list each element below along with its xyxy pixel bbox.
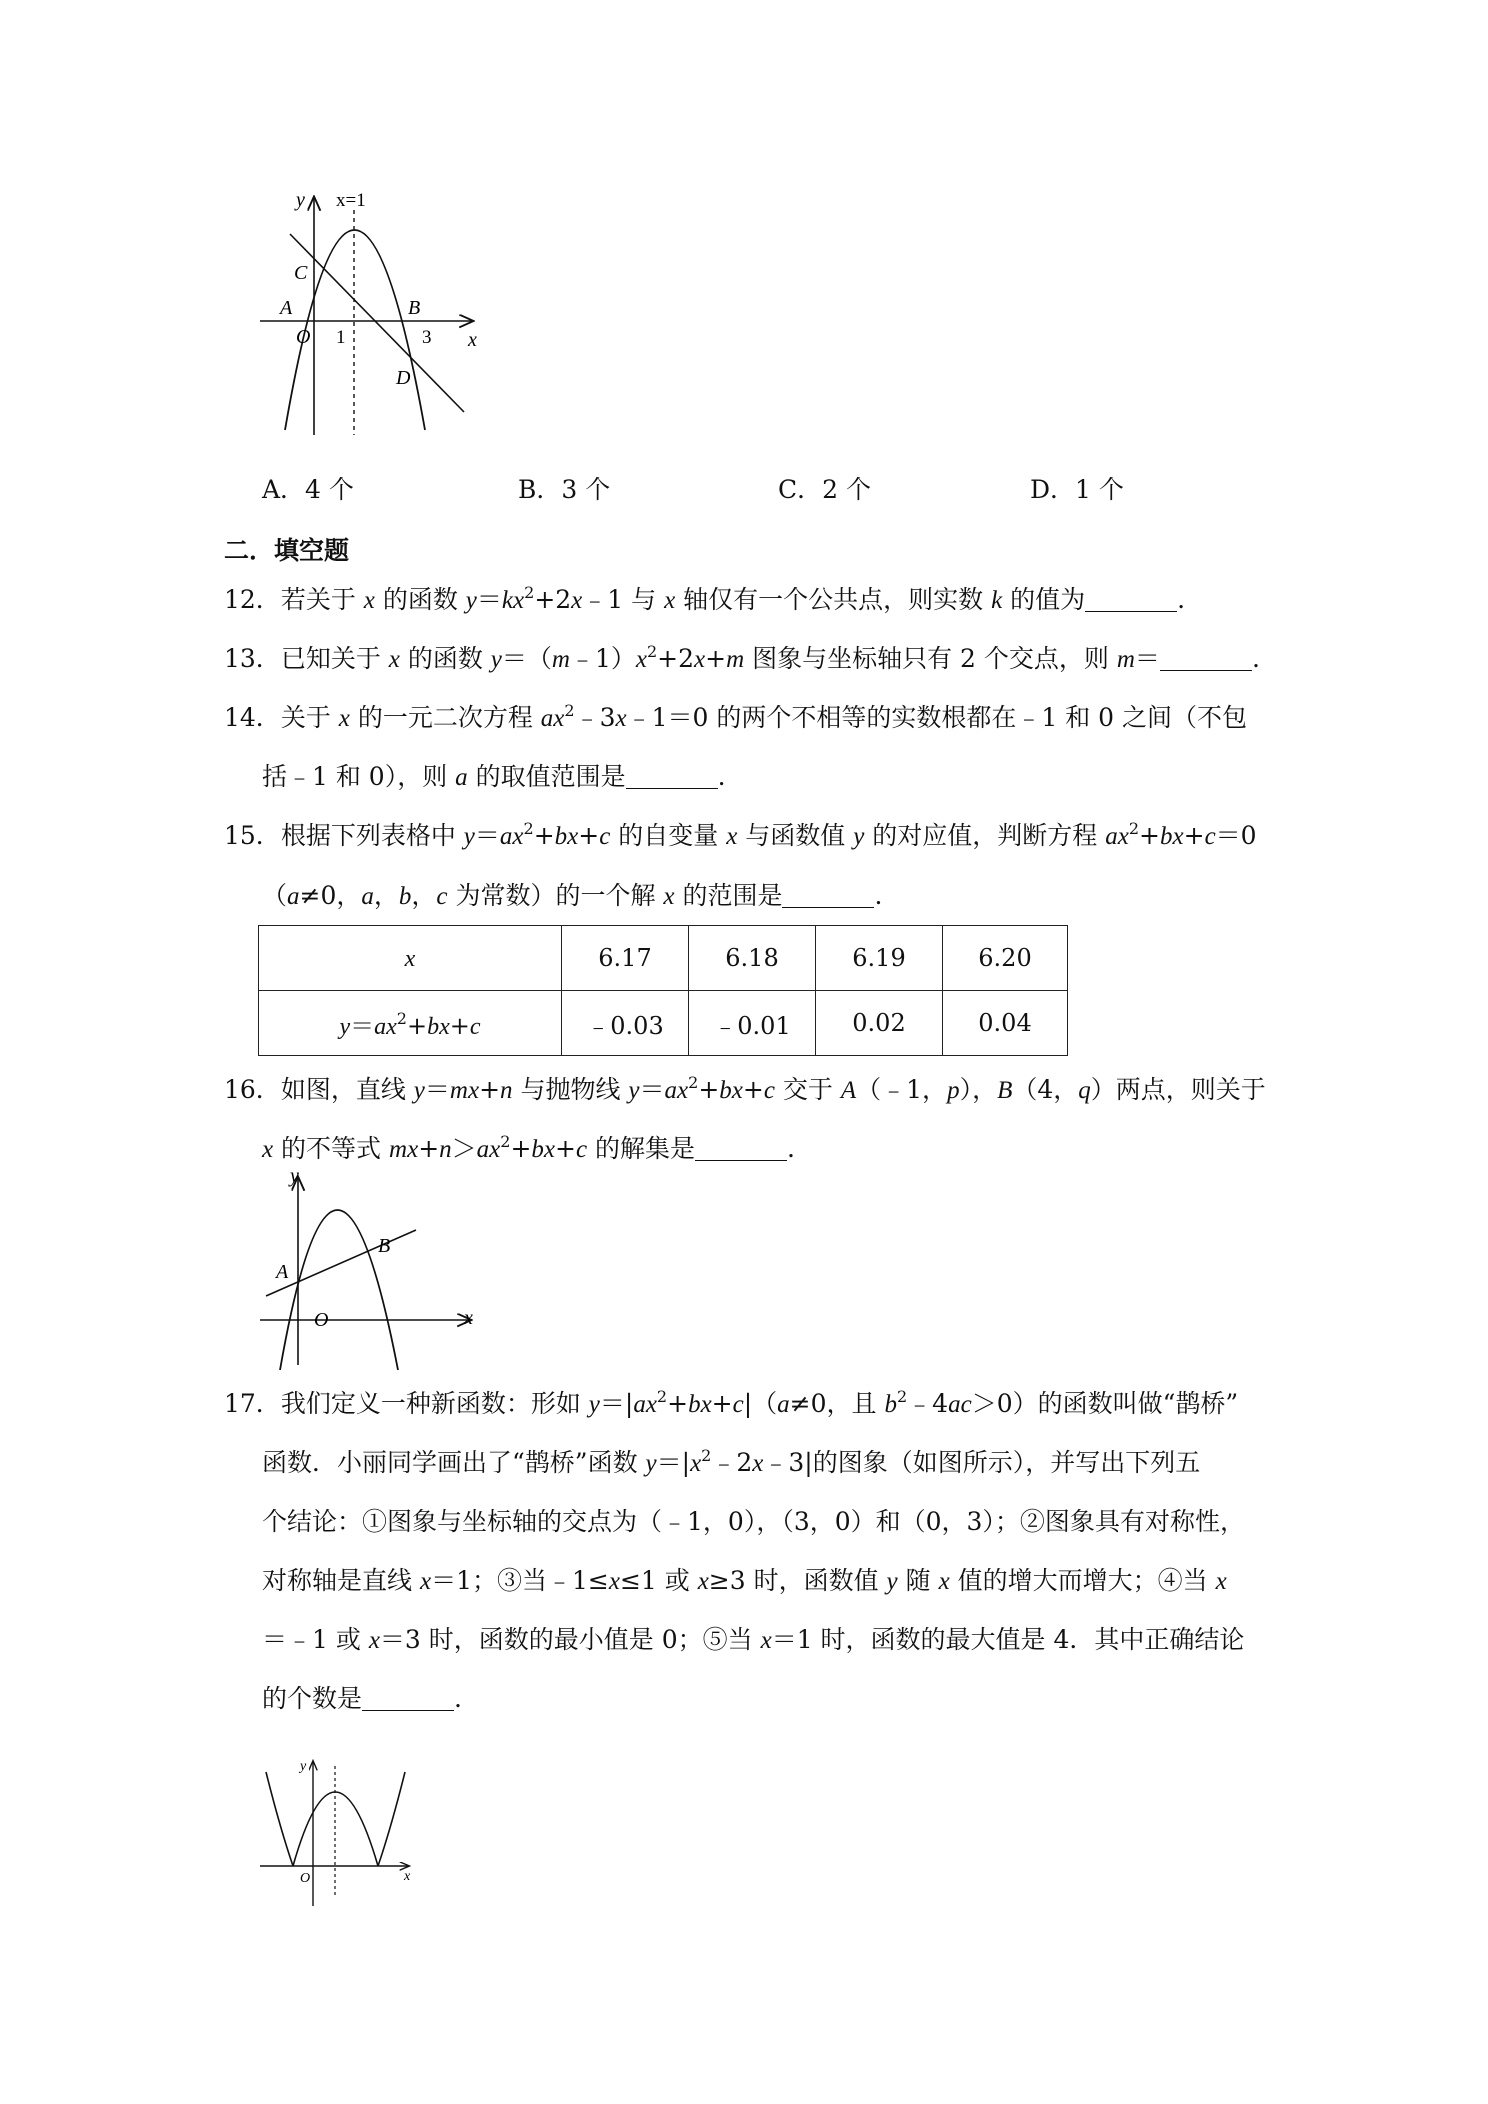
question-15-line1: 15．根据下列表格中 $y=ax^2+bx+c$ 的自变量 x 与函数值 y 的对应值，判断方程 $ax^2+bx+c=0$ <box>224 819 1257 850</box>
question-17-line5: ＝﹣1 或 x＝3 时，函数的最小值是 0；⑤当 x＝1 时，函数的最大值是 4．其中正确结论 <box>262 1625 1245 1654</box>
table-cell: 0.02 <box>816 991 943 1056</box>
fig11-tick-3: 3 <box>422 327 432 348</box>
fig16-point-b: B <box>378 1235 391 1257</box>
fig11-point-b: B <box>408 297 421 319</box>
fig11-tick-1: 1 <box>336 327 346 348</box>
fig17-origin: O <box>300 1871 311 1886</box>
fig11-y-label: y <box>296 190 305 211</box>
value-table-15 <box>258 925 1068 1056</box>
fig11-point-a: A <box>280 297 293 319</box>
question-13: 13．已知关于 x 的函数 $y=(m﹣1)x^2+2x+m$ 图象与坐标轴只有 2 个交点，则 m＝ . <box>224 642 1260 673</box>
choice-a: A．4 个 <box>262 475 354 504</box>
question-17-line4: 对称轴是直线 x＝1；③当﹣1≤x≤1 或 x≥3 时，函数值 y 随 x 值的增大而增大；④当 x <box>262 1566 1227 1595</box>
question-14-line1: 14．关于 x 的一元二次方程 $ax^2﹣3x﹣1=0$ 的两个不相等的实数根都在﹣1 和 0 之间（不包 <box>224 701 1248 732</box>
table-row <box>259 991 1068 1056</box>
choice-d: D．1 个 <box>1030 475 1124 504</box>
question-15-line2: （a≠0，a，b，c 为常数）的一个解 x 的范围是 . <box>262 881 883 910</box>
question-14-line2: 括﹣1 和 0），则 a 的取值范围是 . <box>262 762 726 791</box>
fig16-x-label: x <box>464 1307 473 1329</box>
fig11-point-c: C <box>294 262 308 284</box>
figure-q11-parabola-line <box>250 190 500 440</box>
question-12: 12．若关于 x 的函数 $y=kx^2+2x﹣1$ 与 x 轴仅有一个公共点，则实数 k 的值为 . <box>224 583 1186 614</box>
fig16-origin: O <box>314 1309 329 1331</box>
table-row <box>259 926 1068 991</box>
question-17-line1: 17．我们定义一种新函数：形如 $y=|ax^2+bx+c|(a\ne 0$，且 $b^2﹣4ac>0$）的函数叫做“鹊桥” <box>224 1387 1239 1418</box>
answer-blank-13[interactable] <box>1160 646 1252 671</box>
fig17-x-label: x <box>404 1869 411 1884</box>
fig11-x-label: x <box>468 329 477 351</box>
figure-q17-magpie-bridge <box>258 1758 428 1908</box>
fig11-point-d: D <box>396 367 411 389</box>
fig11-axis-label: x=1 <box>336 190 366 211</box>
answer-blank-17[interactable] <box>362 1686 454 1711</box>
choice-c: C．2 个 <box>778 475 871 504</box>
table-cell: 6.20 <box>943 926 1068 991</box>
question-16-line2: x 的不等式 $mx+n>ax^2+bx+c$ 的解集是 . <box>262 1132 795 1163</box>
question-17-line3: 个结论：①图象与坐标轴的交点为（﹣1，0），（3，0）和（0，3）；②图象具有对称性， <box>262 1507 1245 1536</box>
section-title-fill-in: 二．填空题 <box>224 536 350 565</box>
table-cell: 6.17 <box>562 926 689 991</box>
figure-q16-parabola-line <box>250 1170 490 1370</box>
table-header-y: $y=ax^2+bx+c$ <box>259 991 562 1056</box>
question-16-line1: 16．如图，直线 y＝mx+n 与抛物线 $y=ax^2+bx+c$ 交于 A（﹣1，p），B（4，q）两点，则关于 <box>224 1073 1266 1104</box>
question-17-line2: 函数．小丽同学画出了“鹊桥”函数 $y=|x^2﹣2x﹣3|$的图象（如图所示），并写出下列五 <box>262 1446 1201 1477</box>
fig16-point-a: A <box>276 1261 289 1283</box>
table-cell: 6.19 <box>816 926 943 991</box>
table-cell: 0.04 <box>943 991 1068 1056</box>
table-cell: ﹣0.01 <box>689 991 816 1056</box>
fig17-y-label: y <box>300 1759 307 1774</box>
answer-blank-12[interactable] <box>1085 587 1177 612</box>
question-17-line6: 的个数是 . <box>262 1684 462 1713</box>
table-header-x: x <box>259 926 562 991</box>
table-cell: ﹣0.03 <box>562 991 689 1056</box>
answer-blank-14[interactable] <box>626 764 718 789</box>
fig11-origin: O <box>296 326 311 348</box>
fig16-y-label: y <box>290 1170 299 1187</box>
answer-blank-15[interactable] <box>782 883 874 908</box>
table-cell: 6.18 <box>689 926 816 991</box>
answer-blank-16[interactable] <box>695 1136 787 1161</box>
choice-b: B．3 个 <box>518 475 611 504</box>
